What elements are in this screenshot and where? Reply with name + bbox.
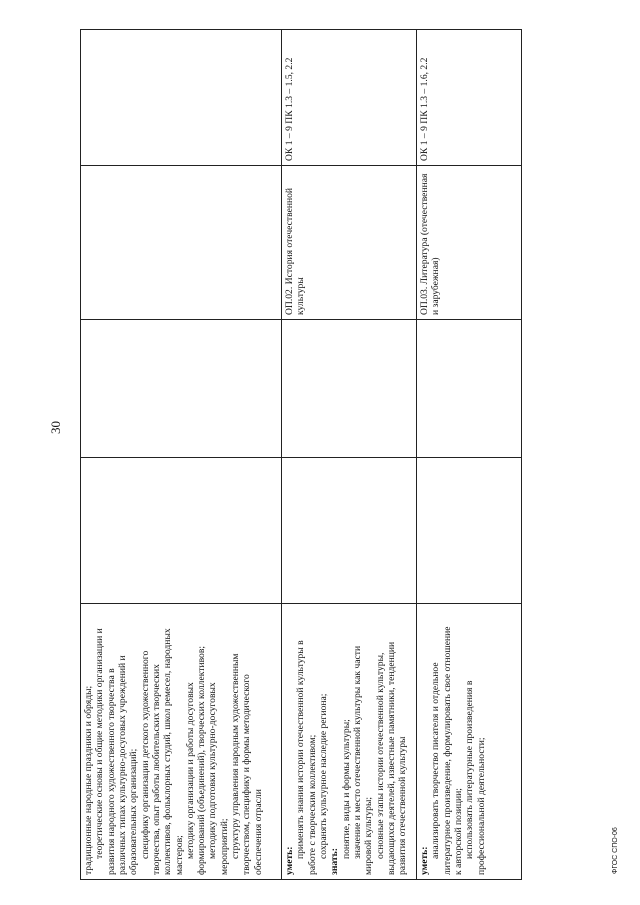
requirement-line: работе с творческим коллективом; xyxy=(306,734,318,875)
requirement-line: понятие, виды и формы культуры; xyxy=(340,719,352,859)
requirement-line: формирований (объединений), творческих коллективов; xyxy=(196,645,208,875)
discipline-cell: ОП.03. Литература (отечественная и зарубежная) xyxy=(417,166,522,320)
requirement-line: коллективов, фольклорных студий, школ ремесел, народных xyxy=(162,628,174,875)
requirements-cell xyxy=(282,604,417,880)
requirement-line: значение и место отечественной культуры как части xyxy=(351,645,363,859)
table-row xyxy=(282,30,417,880)
page-number: 30 xyxy=(48,421,63,434)
empty-cell xyxy=(417,458,522,604)
requirement-line: развития отечественной культуры xyxy=(397,736,409,875)
requirement-line: обеспечения отрасли xyxy=(252,789,264,875)
empty-cell xyxy=(81,320,282,458)
discipline-cell: ОП.02. История отечественной культуры xyxy=(282,166,417,320)
requirement-line: развития народного художественного творчества в xyxy=(105,668,117,875)
requirement-line: творчеством, специфику и формы методического xyxy=(241,674,253,875)
requirement-line: сохранять культурное наследие региона; xyxy=(317,693,329,859)
empty-cell xyxy=(417,320,522,458)
requirement-line: методику организации и работы досуговых xyxy=(184,682,196,859)
requirement-heading: знать: xyxy=(329,848,341,875)
requirement-line: теоретические основы и общие методики организации и xyxy=(94,628,106,859)
requirement-line: специфику организации детского художественного xyxy=(139,650,151,859)
requirement-line: литературное произведение, формулировать свое отношение xyxy=(441,626,453,875)
requirements-cell xyxy=(417,604,522,880)
requirement-heading: уметь: xyxy=(284,846,295,875)
requirement-line: творчества, опыт работы любительских творческих xyxy=(150,664,162,875)
requirement-line: образовательных организаций; xyxy=(128,748,140,875)
requirement-line: традиционные народные праздники и обряды; xyxy=(83,685,94,875)
requirement-line: применять знания истории отечественной культуры в xyxy=(295,640,307,859)
competencies-cell xyxy=(81,30,282,166)
requirement-line: мировой культуры; xyxy=(363,796,375,875)
footer-code: ФГОС СПО-06 xyxy=(612,827,619,874)
requirement-line: мероприятий; xyxy=(218,818,230,875)
requirement-line: различных типах культурно-досуговых учреждений и xyxy=(116,655,128,875)
discipline-cell xyxy=(81,166,282,320)
requirements-cell xyxy=(81,604,282,880)
requirement-line: анализировать творчество писателя и отдельное xyxy=(430,662,442,859)
table-row xyxy=(81,30,282,880)
requirement-heading: уметь: xyxy=(419,846,430,875)
competencies-cell: ОК 1 – 9 ПК 1.3 – 1.6, 2.2 xyxy=(417,30,522,166)
competencies-cell: ОК 1 – 9 ПК 1.3 – 1.5, 2.2 xyxy=(282,30,417,166)
requirement-line: основные этапы истории отечественной культуры, xyxy=(374,652,386,859)
requirement-line: структуру управления народным художественным xyxy=(230,653,242,859)
requirement-line: выдающихся деятелей, известные памятники, тенденции xyxy=(385,641,397,875)
empty-cell xyxy=(81,458,282,604)
requirement-line: мастеров; xyxy=(173,835,185,875)
requirement-line: методику подготовки культурно-досуговых xyxy=(207,682,219,859)
empty-cell xyxy=(282,320,417,458)
curriculum-table xyxy=(80,30,520,880)
table-row xyxy=(417,30,522,880)
requirement-line: использовать литературные произведения в xyxy=(464,680,476,859)
requirement-line: профессиональной деятельности; xyxy=(475,737,487,875)
requirement-line: к авторской позиции; xyxy=(452,788,464,875)
empty-cell xyxy=(282,458,417,604)
